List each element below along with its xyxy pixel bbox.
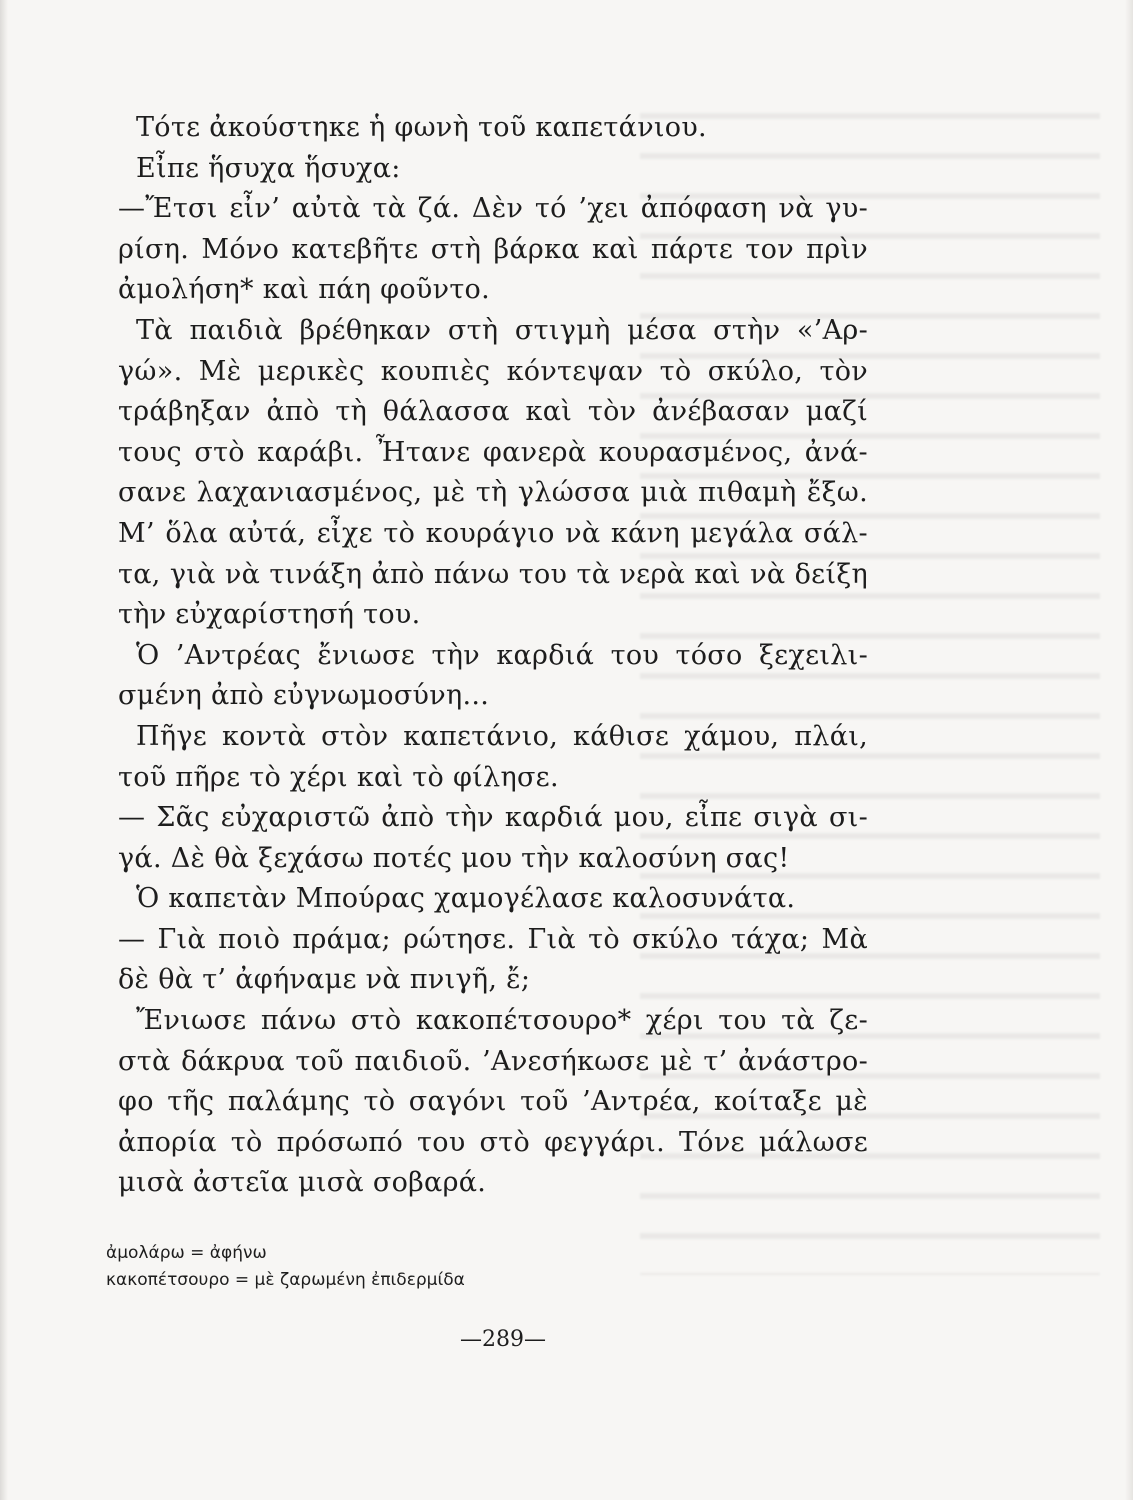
footnote: κακοπέτσουρο = μὲ ζαρωμένη ἐπιδερμίδα	[106, 1270, 465, 1290]
text-line: σμένη ἀπὸ εὐγνωμοσύνη...	[118, 680, 490, 712]
text-line: φο τῆς παλάμης τὸ σαγόνι τοῦ ’Αντρέα, κοίταξε μὲ	[118, 1086, 868, 1118]
text-line: τὴν εὐχαρίστησή του.	[118, 599, 421, 631]
body-text	[118, 108, 868, 1204]
text-line: Τότε ἀκούστηκε ἡ φωνὴ τοῦ καπετάνιου.	[136, 112, 707, 143]
text-line: τοῦ πῆρε τὸ χέρι καὶ τὸ φίλησε.	[118, 761, 559, 793]
page-edge-right	[1125, 0, 1133, 1500]
text-line: γώ». Μὲ μερικὲς κουπιὲς κόντεψαν τὸ σκύλο, τὸν	[118, 355, 868, 387]
footnote: ἀμολάρω = ἀφήνω	[106, 1243, 267, 1263]
text-line: δὲ θὰ τ’ ἀφήναμε νὰ πνιγῆ, ἔ;	[118, 964, 531, 996]
text-line: τα, γιὰ νὰ τινάξη ἀπὸ πάνω του τὰ νερὰ καὶ νὰ δείξη	[118, 558, 868, 590]
text-line: — Σᾶς εὐχαριστῶ ἀπὸ τὴν καρδιά μου, εἶπε σιγὰ σι-	[118, 802, 868, 834]
footnotes	[106, 1240, 626, 1294]
text-line: σανε λαχανιασμένος, μὲ τὴ γλώσσα μιὰ πιθαμὴ ἔξω.	[118, 477, 868, 509]
text-line: Τὰ παιδιὰ βρέθηκαν στὴ στιγμὴ μέσα στὴν «’Αρ-	[136, 314, 868, 346]
text-line: ρίση. Μόνο κατεβῆτε στὴ βάρκα καὶ πάρτε τον πρὶν	[118, 233, 868, 265]
text-line: Μ’ ὅλα αὐτά, εἶχε τὸ κουράγιο νὰ κάνη μεγάλα σάλ-	[118, 517, 868, 549]
text-line: Ὁ ’Αντρέας ἔνιωσε τὴν καρδιά του τόσο ξεχειλι-	[136, 639, 868, 671]
text-line: τράβηξαν ἀπὸ τὴ θάλασσα καὶ τὸν ἀνέβασαν μαζί	[118, 396, 868, 428]
text-line: Πῆγε κοντὰ στὸν καπετάνιο, κάθισε χάμου, πλάι,	[136, 720, 868, 752]
text-line: Εἶπε ἥσυχα ἥσυχα:	[136, 152, 401, 184]
text-line: ἀπορία τὸ πρόσωπό του στὸ φεγγάρι. Τόνε μάλωσε	[118, 1126, 868, 1158]
text-line: Ἔνιωσε πάνω στὸ κακοπέτσουρο* χέρι του τὰ ζε-	[136, 1005, 868, 1037]
text-line: τους στὸ καράβι. Ἦτανε φανερὰ κουρασμένος, ἀνά-	[118, 436, 868, 468]
text-line: —Ἔτσι εἶν’ αὐτὰ τὰ ζά. Δὲν τό ’χει ἀπόφαση νὰ γυ-	[118, 193, 868, 225]
text-line: — Γιὰ ποιὸ πράμα; ρώτησε. Γιὰ τὸ σκύλο τάχα; Μὰ	[118, 923, 868, 955]
text-line: Ὁ καπετὰν Μπούρας χαμογέλασε καλοσυνάτα.	[136, 883, 796, 915]
text-line: μισὰ ἀστεῖα μισὰ σοβαρά.	[118, 1167, 487, 1199]
page-number: —289—	[460, 1327, 546, 1352]
text-line: στὰ δάκρυα τοῦ παιδιοῦ. ’Ανεσήκωσε μὲ τ’ ἀνάστρο-	[118, 1045, 868, 1077]
text-line: ἀμολήση* καὶ πάη φοῦντο.	[118, 274, 490, 306]
text-line: γά. Δὲ θὰ ξεχάσω ποτές μου τὴν καλοσύνη σας!	[118, 842, 790, 874]
page-edge-left	[0, 0, 8, 1500]
